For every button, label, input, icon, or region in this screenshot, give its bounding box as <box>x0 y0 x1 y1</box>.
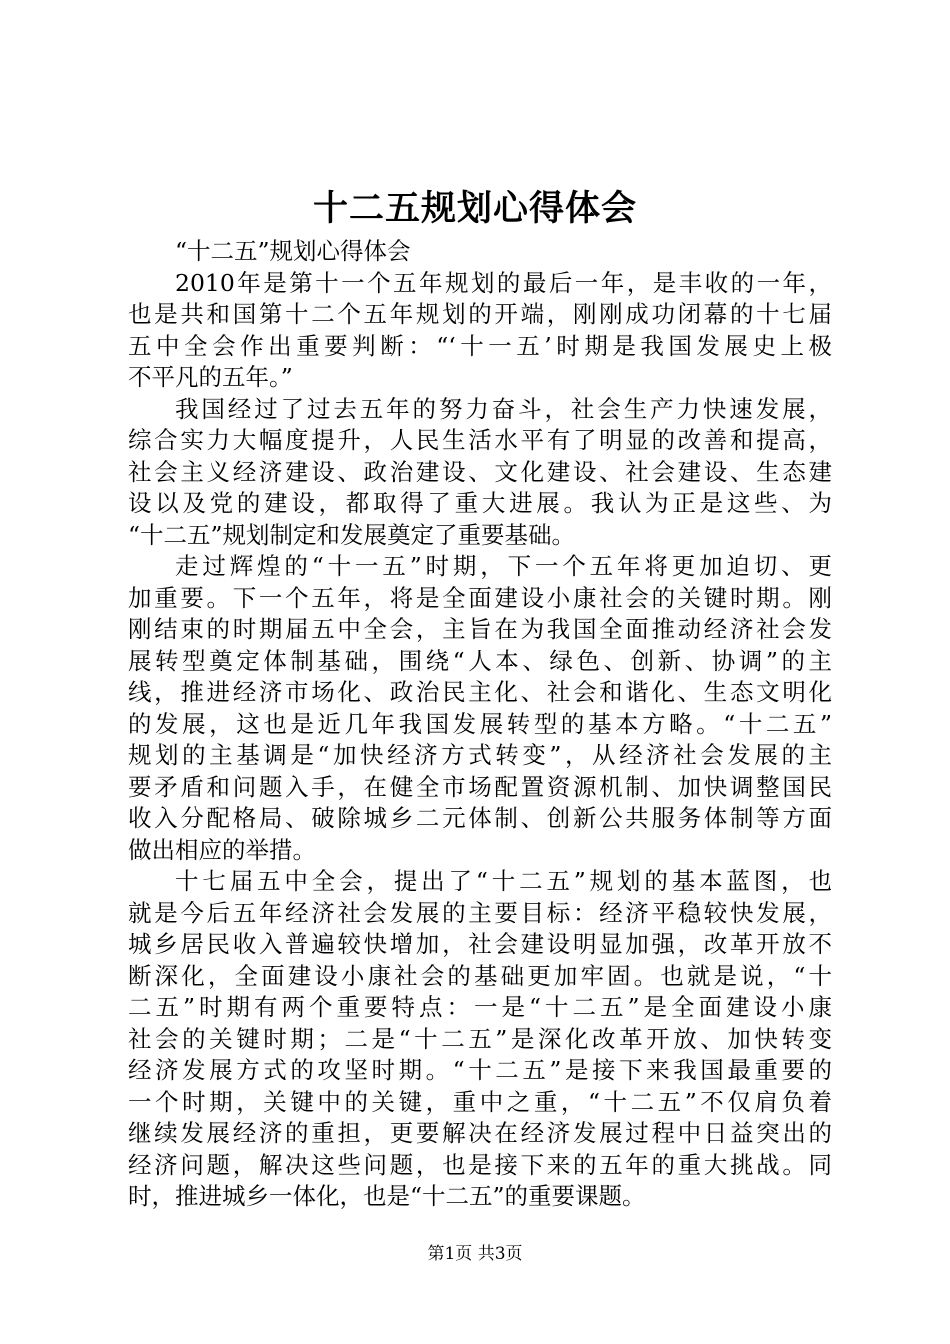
paragraph-4-line: 一个时期，关键中的关键，重中之重，“十二五”不仅肩负着 <box>128 1087 832 1116</box>
paragraph-3-line: 规划的主基调是“加快经济方式转变”，从经济社会发展的主 <box>128 741 832 769</box>
page-number: 第1页 共3页 <box>427 1244 523 1264</box>
paragraph-4-line: 断深化，全面建设小康社会的基础更加牢固。也就是说，“十 <box>128 961 832 990</box>
paragraph-4-line: 十七届五中全会，提出了“十二五”规划的基本蓝图，也 <box>175 867 832 895</box>
paragraph-4-line: 继续发展经济的重担，更要解决在经济发展过程中日益突出的 <box>128 1119 832 1147</box>
page-title: 十二五规划心得体会 <box>312 188 637 229</box>
paragraph-3-line: 收入分配格局、破除城乡二元体制、创新公共服务体制等方面 <box>128 804 832 832</box>
paragraph-3-line: 要矛盾和问题入手，在健全市场配置资源机制、加快调整国民 <box>128 772 832 801</box>
paragraph-4-line: 就是今后五年经济社会发展的主要目标：经济平稳较快发展， <box>128 898 832 927</box>
paragraph-4-line: 时，推进城乡一体化，也是“十二五”的重要课题。 <box>128 1182 646 1210</box>
paragraph-3-line: 线，推进经济市场化、政治民主化、社会和谐化、生态文明化 <box>128 678 832 706</box>
paragraph-2-line: 社会主义经济建设、政治建设、文化建设、社会建设、生态建 <box>128 457 832 486</box>
paragraph-2-line: 设以及党的建设，都取得了重大进展。我认为正是这些、为 <box>128 489 832 517</box>
paragraph-3-line: 展转型奠定体制基础，围绕“人本、绿色、创新、协调”的主 <box>128 646 832 675</box>
paragraph-4-line: 二五”时期有两个重要特点：一是“十二五”是全面建设小康 <box>128 993 832 1021</box>
paragraph-3-line: 的发展，这也是近几年我国发展转型的基本方略。“十二五” <box>128 709 832 738</box>
paragraph-4-line: 经济问题，解决这些问题，也是接下来的五年的重大挑战。同 <box>128 1150 832 1179</box>
paragraph-3-line: 加重要。下一个五年，将是全面建设小康社会的关键时期。刚 <box>128 583 832 612</box>
paragraph-4-line: 经济发展方式的攻坚时期。“十二五”是接下来我国最重要的 <box>128 1056 832 1084</box>
paragraph-3-line: 走过辉煌的“十一五”时期，下一个五年将更加迫切、更 <box>175 552 832 580</box>
paragraph-1-line: 五中全会作出重要判断：“‘十一五’时期是我国发展史上极 <box>128 331 832 360</box>
paragraph-2-line: 我国经过了过去五年的努力奋斗，社会生产力快速发展， <box>175 394 832 423</box>
paragraph-1-line: 2010年是第十一个五年规划的最后一年，是丰收的一年， <box>175 268 832 297</box>
paragraph-4-line: 社会的关键时期；二是“十二五”是深化改革开放、加快转变 <box>128 1024 832 1053</box>
paragraph-1-line: 不平凡的五年。” <box>128 363 293 391</box>
paragraph-1-line: 也是共和国第十二个五年规划的开端，刚刚成功闭幕的十七届 <box>128 300 832 328</box>
document-body <box>128 236 832 1213</box>
paragraph-3-line: 刚结束的时期届五中全会，主旨在为我国全面推动经济社会发 <box>128 615 832 643</box>
paragraph-3-line: 做出相应的举措。 <box>128 835 316 864</box>
paragraph-4-line: 城乡居民收入普遍较快增加，社会建设明显加强，改革开放不 <box>128 930 832 958</box>
paragraph-2-line: 综合实力大幅度提升，人民生活水平有了明显的改善和提高， <box>128 426 832 454</box>
paragraph-2-line: “十二五”规划制定和发展奠定了重要基础。 <box>128 520 576 549</box>
document-subtitle: “十二五”规划心得体会 <box>175 237 411 265</box>
